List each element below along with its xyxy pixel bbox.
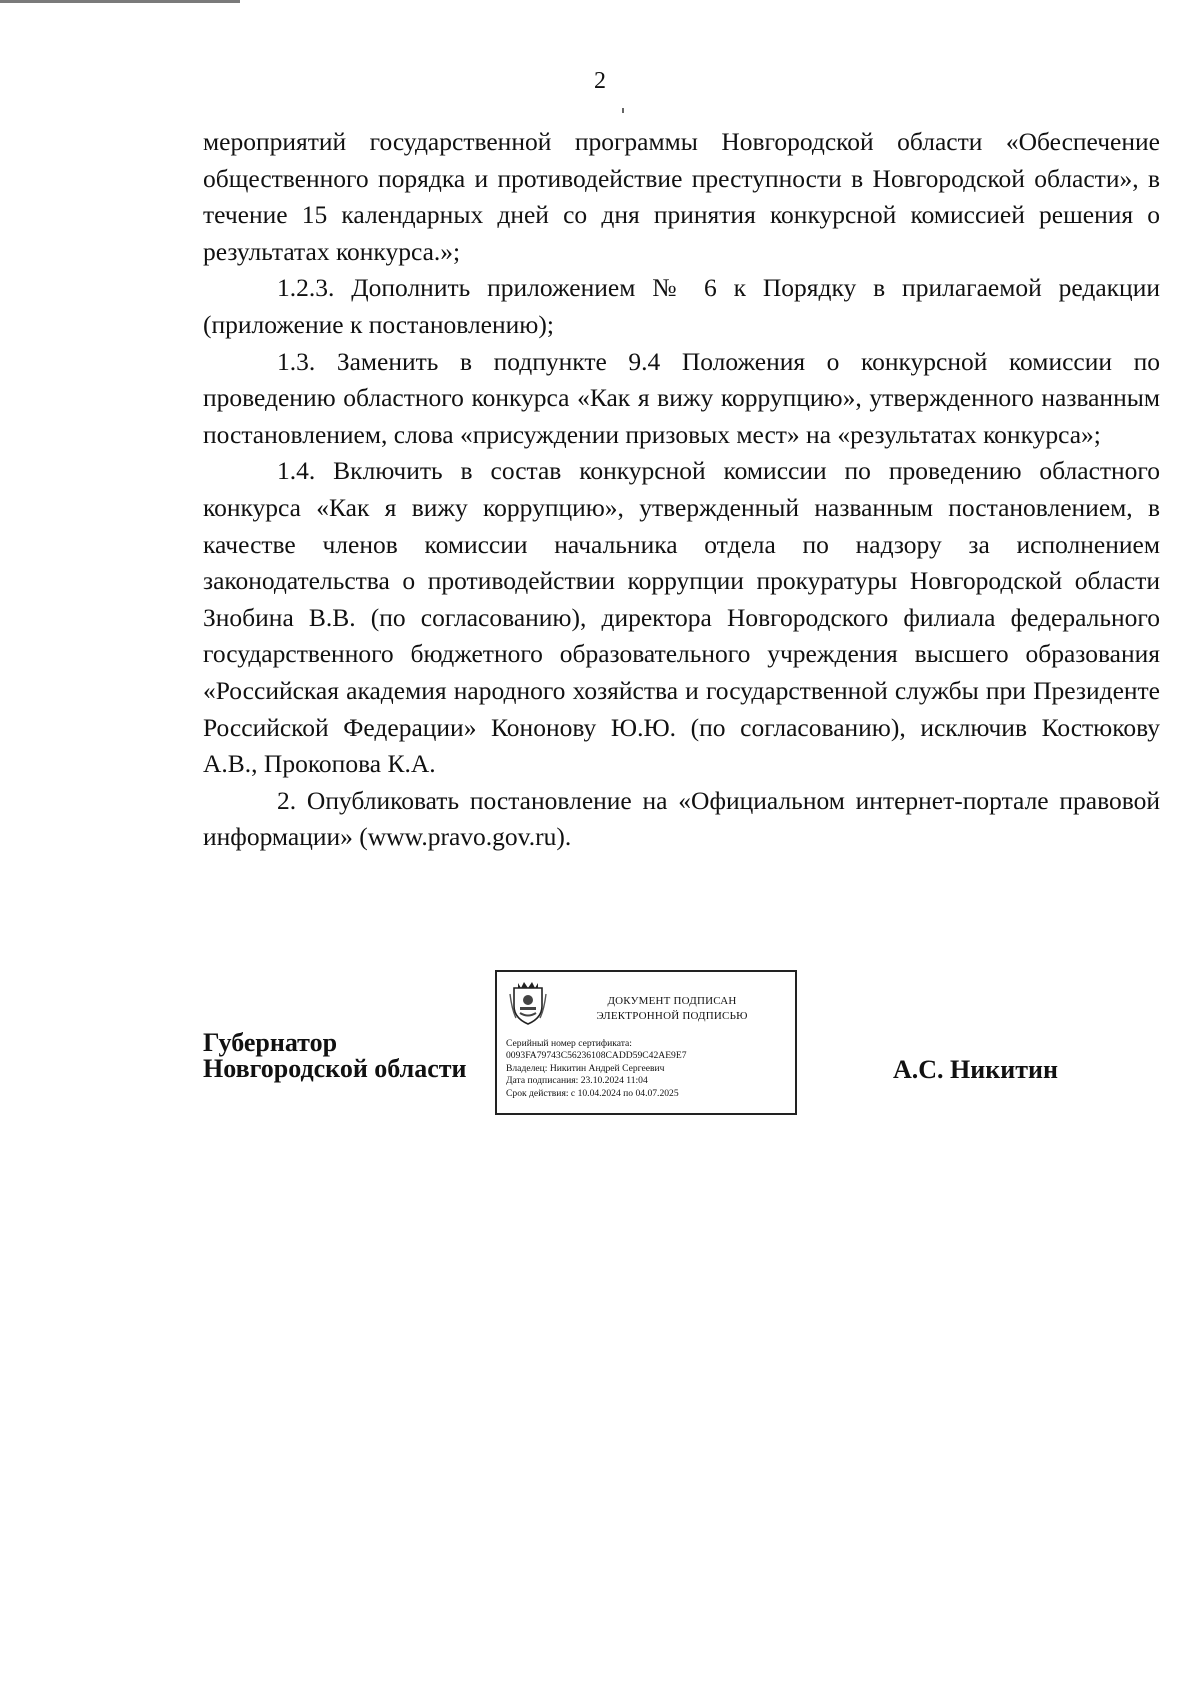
stamp-header-line2: ЭЛЕКТРОННОЙ ПОДПИСЬЮ [596, 1010, 748, 1022]
stamp-serial-value: 0093FA79743C56236108CADD59C42AE9E7 [506, 1050, 687, 1062]
stamp-header [557, 994, 787, 1024]
paragraph-1-4: 1.4. Включить в состав конкурсной комиссии по проведению областного конкурса «Как я вижу коррупцию», утвержденный названным постановлением, в качестве членов комиссии начальника отдела по надзору за исполнением законодательства о противодействии коррупции прокуратуры Новгородской области Знобина В.В. (по согласованию), директора Новгородского филиала федерального государственного бюджетного образовательного учреждения высшего образования «Российская академия народного хозяйства и государственной службы при Президенте Российской Федерации» Кононову Ю.Ю. (по согласованию), исключив Костюкову А.В., Прокопова К.А. [203, 456, 1160, 779]
document-body [203, 124, 1160, 856]
paragraph-1-3: 1.3. Заменить в подпункте 9.4 Положения о конкурсной комиссии по проведению областного конкурса «Как я вижу коррупцию», утвержденного названным постановлением, слова «присуждении призовых мест» на «результатах конкурса»; [203, 346, 1160, 449]
coat-of-arms-icon [508, 980, 548, 1026]
stamp-owner: Владелец: Никитин Андрей Сергеевич [506, 1062, 665, 1074]
paragraph-continuation: мероприятий государственной программы Новгородской области «Обеспечение общественного порядка и противодействие преступности в Новгородской области», в течение 15 календарных дней со дня принятия конкурсной комиссией решения о результатах конкурса.»; [203, 127, 1160, 266]
stamp-details [506, 1038, 792, 1100]
paragraph-1-2-3: 1.2.3. Дополнить приложением № 6 к Порядку в прилагаемой редакции (приложение к постановлению); [203, 273, 1160, 339]
signatory-title [203, 1030, 467, 1082]
signatory-title-line2: Новгородской области [203, 1054, 467, 1083]
stamp-header-line1: ДОКУМЕНТ ПОДПИСАН [607, 995, 737, 1007]
top-scan-rule [0, 0, 240, 3]
signatory-title-line1: Губернатор [203, 1028, 338, 1057]
stamp-signed-date: Дата подписания: 23.10.2024 11:04 [506, 1075, 648, 1087]
electronic-signature-stamp [495, 970, 797, 1115]
stamp-serial-label: Серийный номер сертификата: [506, 1038, 632, 1049]
scan-mark [622, 108, 624, 113]
stamp-validity: Срок действия: с 10.04.2024 по 04.07.2025 [506, 1087, 679, 1099]
signer-name: А.С. Никитин [893, 1055, 1058, 1084]
page-number: 2 [594, 68, 606, 94]
paragraph-2: 2. Опубликовать постановление на «Официальном интернет-портале правовой информации» (www.pravo.gov.ru). [203, 785, 1160, 852]
